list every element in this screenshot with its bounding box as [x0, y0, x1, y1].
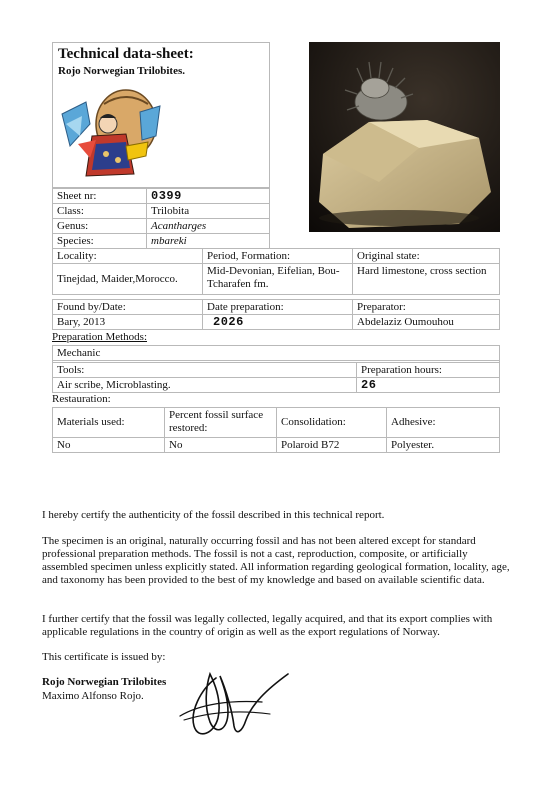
- adhesive-value: Polyester.: [386, 437, 500, 453]
- species-label: Species:: [52, 233, 147, 249]
- consolidation-label: Consolidation:: [276, 407, 387, 438]
- certificate-paragraph-4: This certificate is issued by:: [42, 651, 166, 663]
- hours-label: Preparation hours:: [356, 362, 500, 378]
- materials-value: No: [52, 437, 165, 453]
- issuer-company: Rojo Norwegian Trilobites: [42, 676, 167, 688]
- preparator-value: Abdelaziz Oumouhou: [352, 314, 500, 330]
- consolidation-value: Polaroid B72: [276, 437, 387, 453]
- restoration-label: Restauration:: [52, 393, 111, 405]
- state-label: Original state:: [352, 248, 500, 264]
- found-label: Found by/Date:: [52, 299, 203, 315]
- signature: [170, 660, 300, 746]
- sheet-nr-value: 0399: [146, 188, 270, 204]
- certificate-paragraph-1: I hereby certify the authenticity of the fossil described in this technical report.: [42, 509, 385, 521]
- found-value: Bary, 2013: [52, 314, 203, 330]
- class-value: Trilobita: [146, 203, 270, 219]
- tools-label: Tools:: [52, 362, 357, 378]
- locality-label: Locality:: [52, 248, 203, 264]
- percent-label: Percent fossil surface restored:: [164, 407, 277, 438]
- samurai-trilobite-logo: [56, 84, 168, 182]
- date-prep-value: 2026: [202, 314, 353, 330]
- issuer-name: Maximo Alfonso Rojo.: [42, 690, 144, 702]
- state-value: Hard limestone, cross section: [352, 263, 500, 295]
- prep-method-value: Mechanic: [52, 345, 500, 361]
- period-value: Mid-Devonian, Eifelian, Bou-Tcharafen fm.: [202, 263, 353, 295]
- fossil-photo: [309, 42, 500, 232]
- prep-methods-label: Preparation Methods:: [52, 331, 148, 343]
- percent-value: No: [164, 437, 277, 453]
- hours-value: 26: [356, 377, 500, 393]
- period-label: Period, Formation:: [202, 248, 353, 264]
- species-value: mbareki: [146, 233, 270, 249]
- genus-value: Acantharges: [146, 218, 270, 234]
- sheet-subtitle: Rojo Norwegian Trilobites.: [58, 65, 185, 77]
- tools-value: Air scribe, Microblasting.: [52, 377, 357, 393]
- certificate-paragraph-2: The specimen is an original, naturally occurring fossil and has not been altered except for standard professional preparation methods. The fossil is not a cast, reproduction, composite, or artificially assembled specimen unless explicitly stated. All information regarding geological formation, locality, age, and taxonomy has been provided to the best of my knowledge and based on available scientific data.: [42, 535, 510, 586]
- date-prep-label: Date preparation:: [202, 299, 353, 315]
- locality-value: Tinejdad, Maider,Morocco.: [52, 263, 203, 295]
- certificate-paragraph-3: I further certify that the fossil was legally collected, legally acquired, and that its export complies with applicable regulations in the country of origin as well as the export regulations of Norway.: [42, 613, 493, 638]
- sheet-nr-label: Sheet nr:: [52, 188, 147, 204]
- preparator-label: Preparator:: [352, 299, 500, 315]
- materials-label: Materials used:: [52, 407, 165, 438]
- class-label: Class:: [52, 203, 147, 219]
- sheet-title: Technical data-sheet:: [58, 46, 194, 62]
- adhesive-label: Adhesive:: [386, 407, 500, 438]
- genus-label: Genus:: [52, 218, 147, 234]
